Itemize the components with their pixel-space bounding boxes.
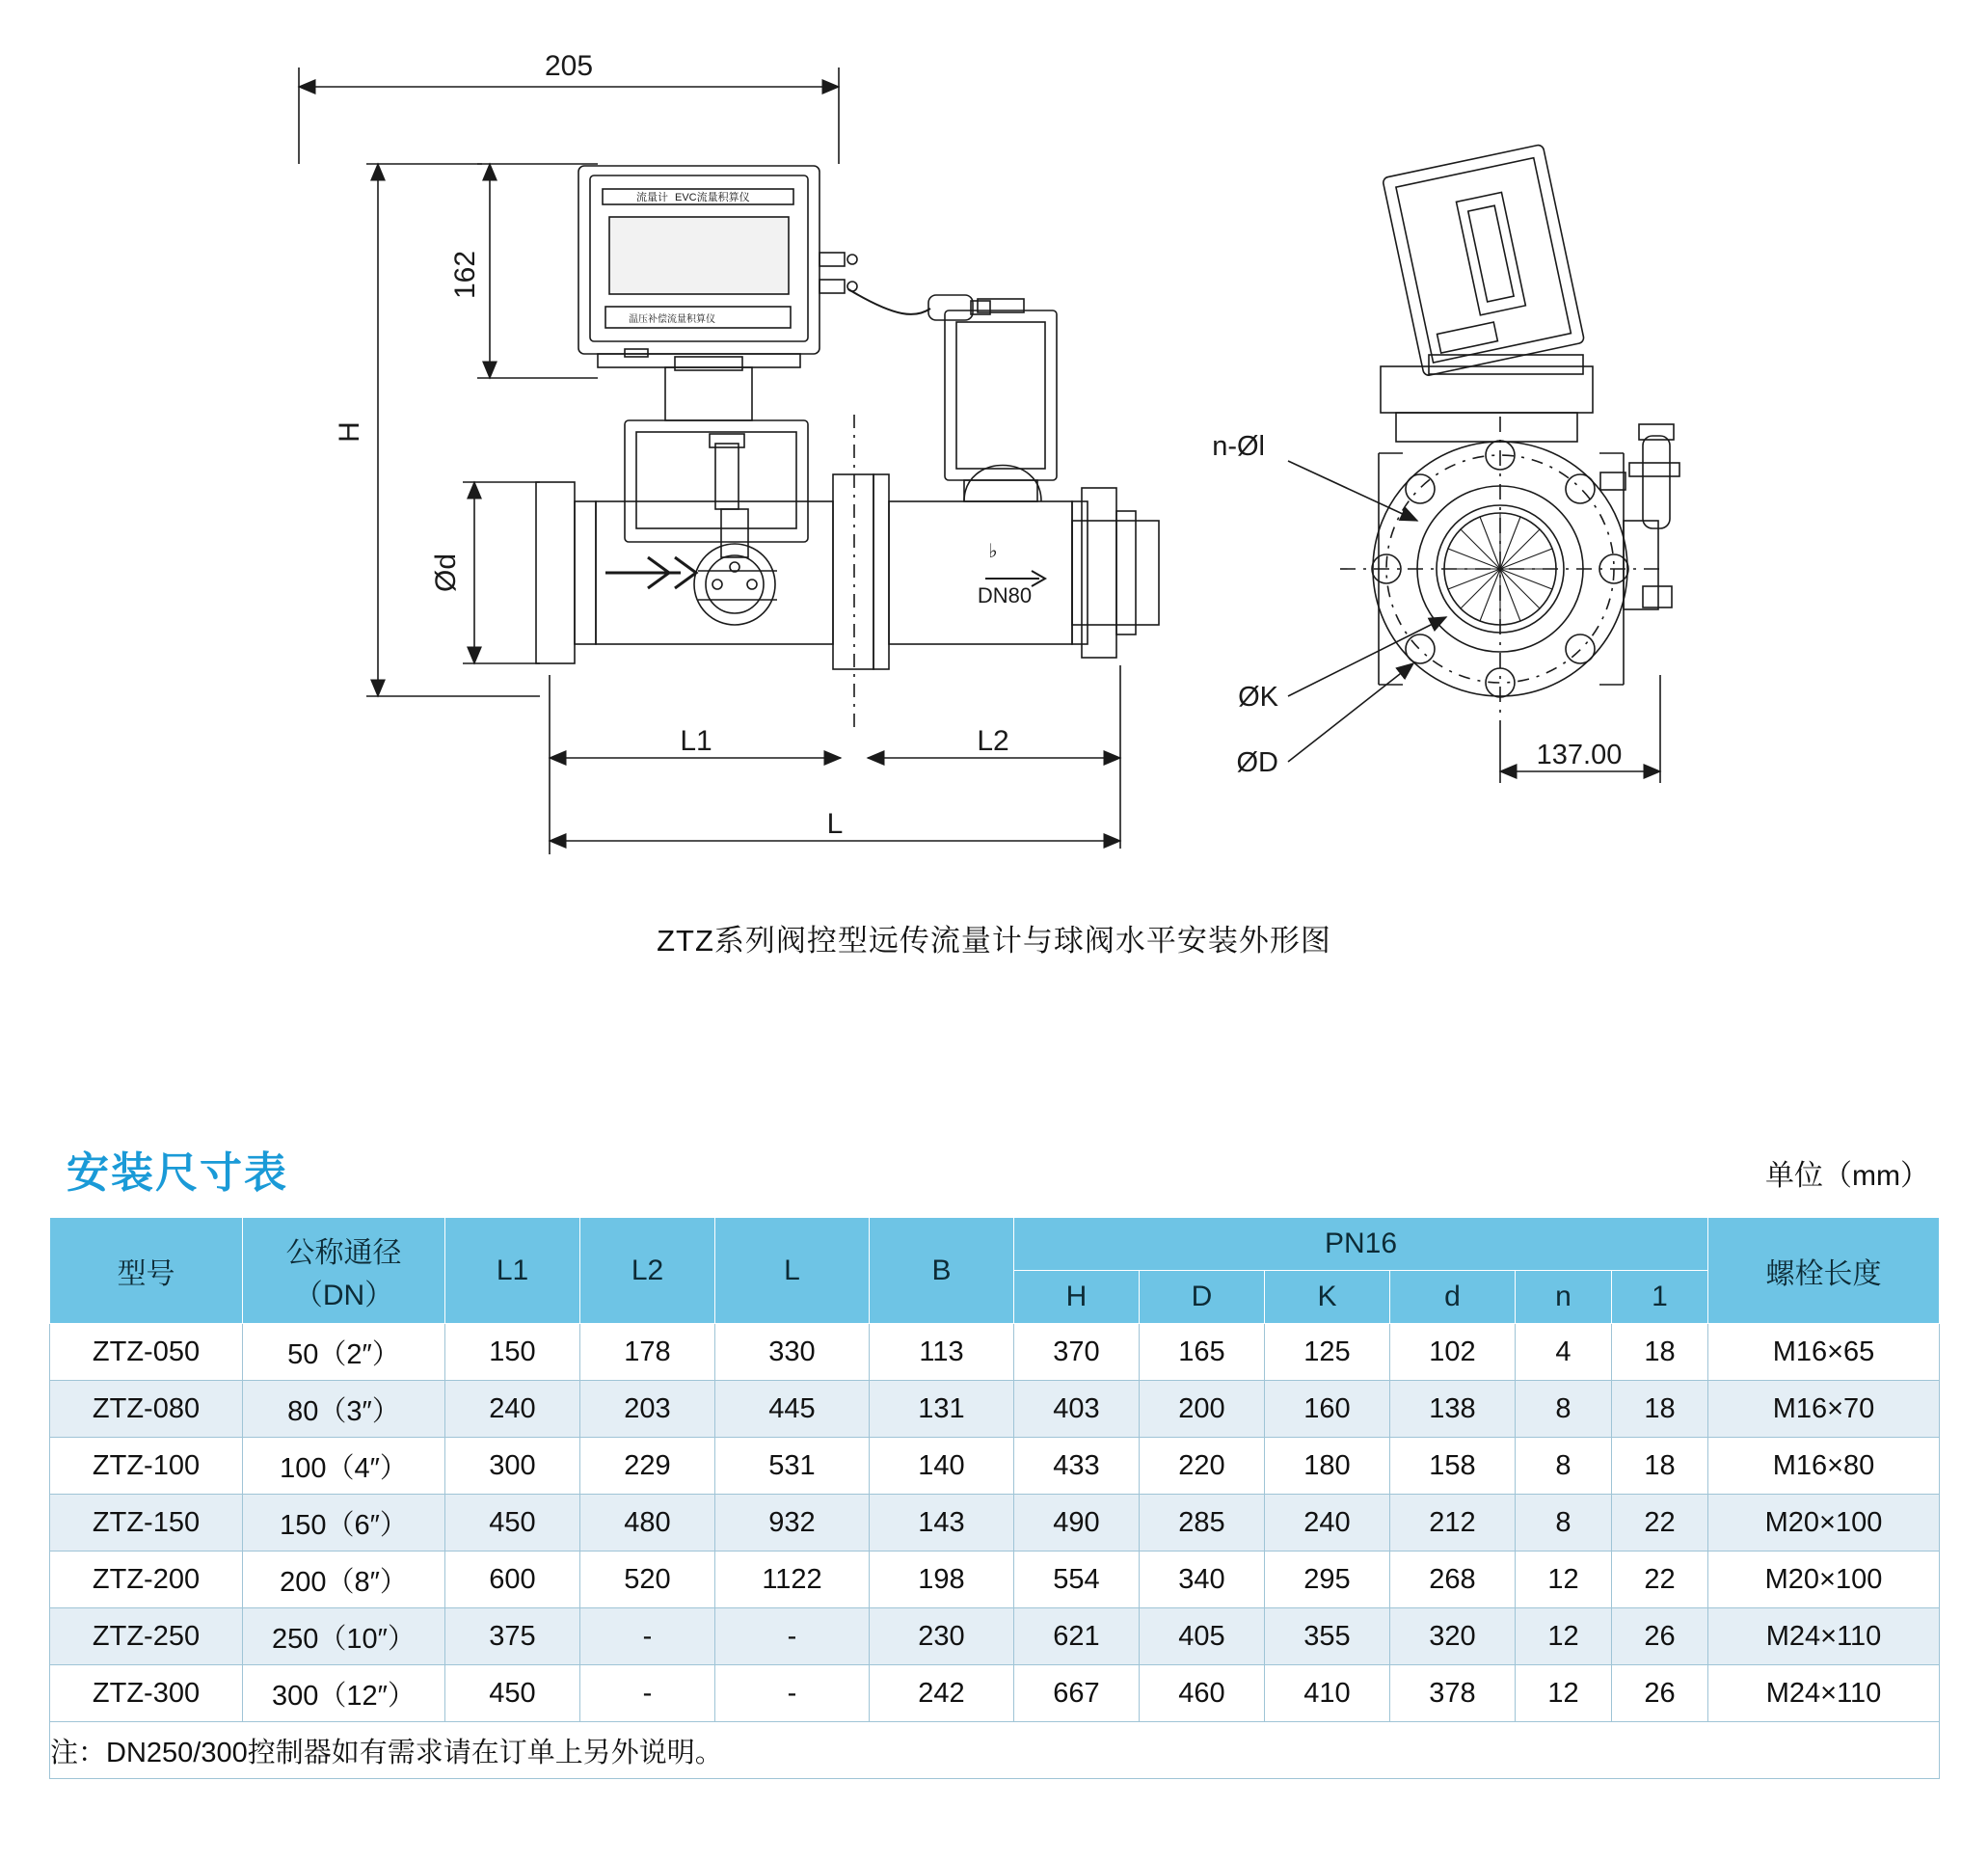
cell-n: 12 bbox=[1516, 1608, 1612, 1665]
cell-l: 22 bbox=[1612, 1552, 1708, 1608]
header-L: L bbox=[715, 1218, 870, 1324]
cell-L1: 600 bbox=[445, 1552, 580, 1608]
table-row bbox=[50, 1381, 1940, 1438]
header-l: 1 bbox=[1612, 1271, 1708, 1324]
cell-l: 26 bbox=[1612, 1665, 1708, 1722]
cell-K: 355 bbox=[1265, 1608, 1390, 1665]
cell-L: 1122 bbox=[715, 1552, 870, 1608]
header-dn bbox=[243, 1218, 445, 1324]
section-header bbox=[49, 1138, 1939, 1217]
cell-model: ZTZ-080 bbox=[50, 1381, 243, 1438]
cell-d: 138 bbox=[1390, 1381, 1516, 1438]
table-row bbox=[50, 1608, 1940, 1665]
cell-model: ZTZ-250 bbox=[50, 1608, 243, 1665]
cell-bolt: M20×100 bbox=[1708, 1495, 1940, 1552]
cell-B: 140 bbox=[870, 1438, 1014, 1495]
cell-bolt: M24×110 bbox=[1708, 1665, 1940, 1722]
cell-B: 113 bbox=[870, 1324, 1014, 1381]
table-row bbox=[50, 1552, 1940, 1608]
cell-n: 8 bbox=[1516, 1438, 1612, 1495]
cell-model: ZTZ-150 bbox=[50, 1495, 243, 1552]
cell-K: 125 bbox=[1265, 1324, 1390, 1381]
dim-L1-label: L1 bbox=[680, 725, 712, 757]
cell-D: 285 bbox=[1140, 1495, 1265, 1552]
cell-D: 405 bbox=[1140, 1608, 1265, 1665]
meter-brand-label: 流量计 bbox=[636, 192, 668, 203]
cell-bolt: M16×70 bbox=[1708, 1381, 1940, 1438]
dim-L2-label: L2 bbox=[977, 725, 1009, 757]
cell-L1: 240 bbox=[445, 1381, 580, 1438]
cell-B: 230 bbox=[870, 1608, 1014, 1665]
cell-D: 165 bbox=[1140, 1324, 1265, 1381]
flow-symbol-icon: ♭ bbox=[988, 541, 998, 562]
cell-n: 12 bbox=[1516, 1665, 1612, 1722]
cell-H: 433 bbox=[1014, 1438, 1140, 1495]
cell-dn: 100（4″） bbox=[243, 1438, 445, 1495]
label-phi-D: ØD bbox=[1236, 747, 1278, 778]
cell-d: 378 bbox=[1390, 1665, 1516, 1722]
table-row bbox=[50, 1438, 1940, 1495]
table-row bbox=[50, 1495, 1940, 1552]
table-body bbox=[50, 1324, 1940, 1779]
table-header-row-1 bbox=[50, 1218, 1940, 1271]
table-note: 注：DN250/300控制器如有需求请在订单上另外说明。 bbox=[50, 1722, 1940, 1779]
cell-K: 240 bbox=[1265, 1495, 1390, 1552]
cell-L: 531 bbox=[715, 1438, 870, 1495]
cell-l: 22 bbox=[1612, 1495, 1708, 1552]
cell-dn: 80（3″） bbox=[243, 1381, 445, 1438]
cell-B: 242 bbox=[870, 1665, 1014, 1722]
cell-D: 460 bbox=[1140, 1665, 1265, 1722]
header-L1: L1 bbox=[445, 1218, 580, 1324]
cell-dn: 50（2″） bbox=[243, 1324, 445, 1381]
cell-dn: 250（10″） bbox=[243, 1608, 445, 1665]
cell-L: - bbox=[715, 1608, 870, 1665]
cell-L2: 178 bbox=[580, 1324, 715, 1381]
cell-l: 18 bbox=[1612, 1438, 1708, 1495]
cell-L2: - bbox=[580, 1665, 715, 1722]
cell-dn: 300（12″） bbox=[243, 1665, 445, 1722]
table-row bbox=[50, 1324, 1940, 1381]
header-dn-line1: 公称通径 bbox=[285, 1236, 402, 1269]
cell-L1: 150 bbox=[445, 1324, 580, 1381]
cell-bolt: M20×100 bbox=[1708, 1552, 1940, 1608]
header-d: d bbox=[1390, 1271, 1516, 1324]
cell-model: ZTZ-200 bbox=[50, 1552, 243, 1608]
cell-L2: 229 bbox=[580, 1438, 715, 1495]
cell-L2: 203 bbox=[580, 1381, 715, 1438]
label-n-phi-l: n-Øl bbox=[1212, 431, 1265, 462]
cell-L: 932 bbox=[715, 1495, 870, 1552]
cell-H: 667 bbox=[1014, 1665, 1140, 1722]
cell-model: ZTZ-050 bbox=[50, 1324, 243, 1381]
cell-model: ZTZ-300 bbox=[50, 1665, 243, 1722]
header-model: 型号 bbox=[50, 1218, 243, 1324]
header-n: n bbox=[1516, 1271, 1612, 1324]
cell-n: 4 bbox=[1516, 1324, 1612, 1381]
cell-d: 102 bbox=[1390, 1324, 1516, 1381]
header-D: D bbox=[1140, 1271, 1265, 1324]
cell-d: 268 bbox=[1390, 1552, 1516, 1608]
unit-label: 单位（mm） bbox=[1765, 1160, 1929, 1192]
section-title: 安装尺寸表 bbox=[67, 1149, 288, 1197]
cell-K: 160 bbox=[1265, 1381, 1390, 1438]
cell-model: ZTZ-100 bbox=[50, 1438, 243, 1495]
dim-137-label: 137.00 bbox=[1536, 740, 1623, 770]
cell-L: 330 bbox=[715, 1324, 870, 1381]
header-dn-line2: （DN） bbox=[293, 1279, 394, 1311]
cell-l: 18 bbox=[1612, 1324, 1708, 1381]
dim-205-label: 205 bbox=[544, 50, 594, 82]
table-row bbox=[50, 1665, 1940, 1722]
cell-d: 158 bbox=[1390, 1438, 1516, 1495]
meter-footer-label: 温压补偿流量积算仪 bbox=[629, 314, 715, 325]
cell-D: 220 bbox=[1140, 1438, 1265, 1495]
header-K: K bbox=[1265, 1271, 1390, 1324]
dn-label: DN80 bbox=[977, 583, 1033, 607]
cell-L1: 375 bbox=[445, 1608, 580, 1665]
cell-L: - bbox=[715, 1665, 870, 1722]
cell-L2: - bbox=[580, 1608, 715, 1665]
cell-H: 490 bbox=[1014, 1495, 1140, 1552]
cell-d: 320 bbox=[1390, 1608, 1516, 1665]
dim-L-label: L bbox=[826, 808, 844, 840]
header-B: B bbox=[870, 1218, 1014, 1324]
cell-n: 8 bbox=[1516, 1495, 1612, 1552]
cell-H: 370 bbox=[1014, 1324, 1140, 1381]
cell-B: 198 bbox=[870, 1552, 1014, 1608]
cell-l: 18 bbox=[1612, 1381, 1708, 1438]
cell-dn: 150（6″） bbox=[243, 1495, 445, 1552]
cell-K: 410 bbox=[1265, 1665, 1390, 1722]
cell-B: 143 bbox=[870, 1495, 1014, 1552]
cell-L2: 480 bbox=[580, 1495, 715, 1552]
label-phi-K: ØK bbox=[1238, 682, 1278, 713]
dimension-table-section bbox=[49, 964, 1939, 1779]
cell-H: 554 bbox=[1014, 1552, 1140, 1608]
cell-K: 180 bbox=[1265, 1438, 1390, 1495]
cell-L: 445 bbox=[715, 1381, 870, 1438]
cell-l: 26 bbox=[1612, 1608, 1708, 1665]
cell-K: 295 bbox=[1265, 1552, 1390, 1608]
cell-dn: 200（8″） bbox=[243, 1552, 445, 1608]
cell-n: 12 bbox=[1516, 1552, 1612, 1608]
cell-n: 8 bbox=[1516, 1381, 1612, 1438]
cell-d: 212 bbox=[1390, 1495, 1516, 1552]
dim-162-label: 162 bbox=[449, 250, 481, 300]
dim-H-label: H bbox=[334, 421, 365, 443]
cell-bolt: M24×110 bbox=[1708, 1608, 1940, 1665]
cell-bolt: M16×65 bbox=[1708, 1324, 1940, 1381]
drawing-caption: ZTZ系列阀控型远传流量计与球阀水平安装外形图 bbox=[657, 924, 1331, 958]
cell-H: 403 bbox=[1014, 1381, 1140, 1438]
cell-L1: 450 bbox=[445, 1665, 580, 1722]
cell-bolt: M16×80 bbox=[1708, 1438, 1940, 1495]
dim-phi-d-label: Ød bbox=[430, 553, 462, 593]
cell-L2: 520 bbox=[580, 1552, 715, 1608]
installation-dimension-table bbox=[49, 1217, 1940, 1779]
header-bolt-length: 螺栓长度 bbox=[1708, 1218, 1940, 1324]
header-L2: L2 bbox=[580, 1218, 715, 1324]
header-H: H bbox=[1014, 1271, 1140, 1324]
cell-D: 340 bbox=[1140, 1552, 1265, 1608]
cell-L1: 300 bbox=[445, 1438, 580, 1495]
header-pn16-group: PN16 bbox=[1014, 1218, 1708, 1271]
cell-L1: 450 bbox=[445, 1495, 580, 1552]
table-note-row bbox=[50, 1722, 1940, 1779]
meter-screen-title: EVC流量积算仪 bbox=[675, 192, 750, 203]
cell-D: 200 bbox=[1140, 1381, 1265, 1438]
cell-H: 621 bbox=[1014, 1608, 1140, 1665]
cell-B: 131 bbox=[870, 1381, 1014, 1438]
